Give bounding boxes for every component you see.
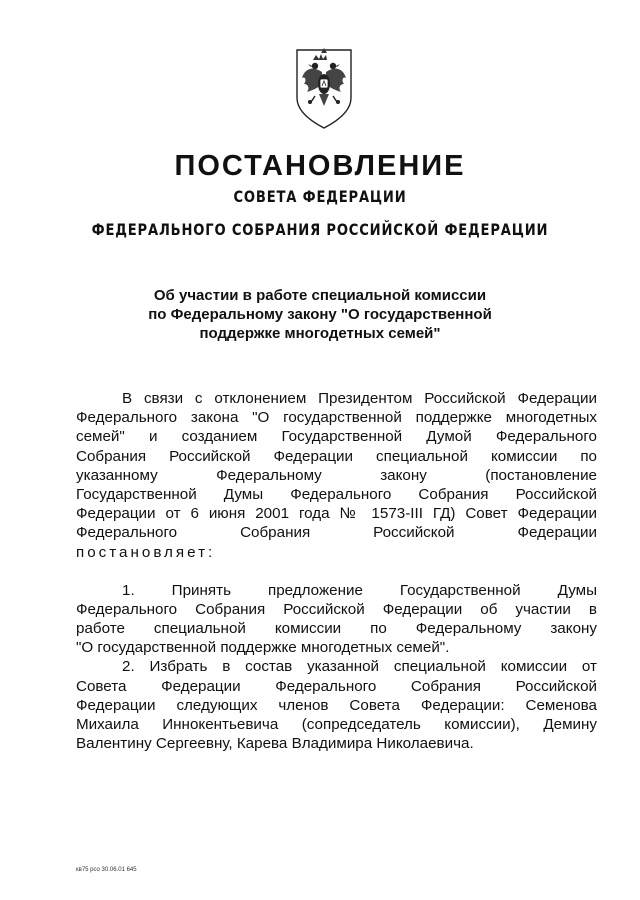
- item-1-line: работе специальной комиссии по Федеральному закону: [76, 620, 597, 638]
- item-1-line: "О государственной поддержке многодетных семей".: [76, 639, 450, 657]
- decision-word: постановляет:: [76, 543, 216, 561]
- preamble-line: Федерального закона "О государственной поддержке многодетных: [76, 409, 597, 427]
- subject-line: Об участии в работе специальной комиссии: [153, 287, 487, 304]
- item-2-line: 2. Избрать в состав указанной специальной комиссии от: [122, 658, 597, 676]
- preamble-line: указанному Федеральному закону (постановление: [76, 466, 597, 484]
- preamble-line: Собрания Российской Федерации специальной комиссии по: [76, 447, 597, 465]
- item-2-line: Совета Федерации Федерального Собрания Российской: [76, 677, 597, 695]
- document-title: ПОСТАНОВЛЕНИЕ: [174, 150, 466, 182]
- item-2-line: Валентину Сергеевну, Карева Владимира Николаевича.: [76, 735, 474, 753]
- subject-line: поддержке многодетных семей": [199, 325, 441, 342]
- document-subject: [100, 286, 540, 343]
- issuer-line-1: СОВЕТА ФЕДЕРАЦИИ: [233, 187, 407, 206]
- preamble-line: Федерации от 6 июня 2001 года № 1573-III ГД) Совет Федерации: [76, 505, 597, 523]
- preamble-line: Федерального Собрания Российской Федерации: [76, 524, 597, 542]
- state-emblem-icon: [291, 44, 357, 130]
- item-1-line: 1. Принять предложение Государственной Думы: [122, 581, 597, 599]
- preamble-line: семей" и созданием Государственной Думой Федерального: [76, 428, 597, 446]
- footer-registration-code: кв75 рсо 30.06.01 645: [76, 867, 137, 873]
- item-2-line: Михаила Иннокентьевича (сопредседатель комиссии), Демину: [76, 716, 597, 733]
- item-1-line: Федерального Собрания Российской Федерации об участии в: [76, 600, 597, 618]
- document-body: [76, 389, 597, 753]
- preamble-line: В связи с отклонением Президентом Российской Федерации: [122, 390, 597, 407]
- subject-line: по Федеральному закону "О государственной: [148, 306, 492, 323]
- preamble-line: Государственной Думы Федерального Собрания Российской: [76, 485, 597, 503]
- issuer-line-2: ФЕДЕРАЛЬНОГО СОБРАНИЯ РОССИЙСКОЙ ФЕДЕРАЦИИ: [91, 220, 549, 239]
- item-2-line: Федерации следующих членов Совета Федерации: Семенова: [76, 696, 597, 714]
